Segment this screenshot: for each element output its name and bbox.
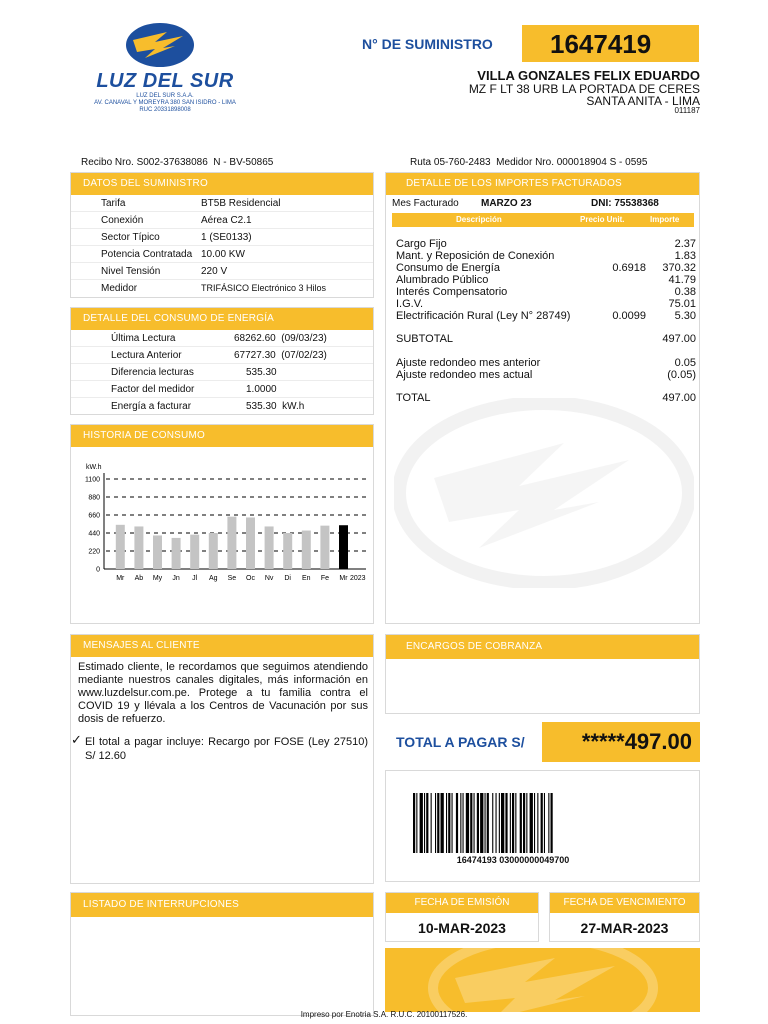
consumption-row [71,330,373,347]
charges-title: DETALLE DE LOS IMPORTES FACTURADOS [386,173,699,195]
charge-description: Alumbrado Público [396,274,489,286]
history-bar [172,538,181,569]
customer-dni: DNI: 75538368 [591,198,659,209]
total-to-pay-label: TOTAL A PAGAR S/ [396,734,525,750]
supply-row [71,195,373,212]
barcode-bar [496,793,497,853]
consumption-row-value: 535.30 kW.h [246,401,305,412]
adjustment-current-amount: (0.05) [667,369,696,381]
col-description: Descripción [456,215,502,224]
consumption-row-key: Lectura Anterior [111,350,182,361]
barcode-bar [505,793,507,853]
barcode-bar [485,793,486,853]
due-date: 27-MAR-2023 [580,920,669,936]
supply-row-value: BT5B Residencial [201,198,281,209]
charge-unit-price: 0.0099 [612,310,646,322]
charge-description: Mant. y Reposición de Conexión [396,250,555,262]
interruptions-title: LISTADO DE INTERRUPCIONES [71,893,373,917]
customer-code: 011187 [674,106,700,115]
history-title: HISTORIA DE CONSUMO [71,425,373,447]
barcode-bar [452,793,453,853]
y-axis-unit-label: kW.h [86,464,102,471]
charge-description: I.G.V. [396,298,424,310]
barcode-bar [463,793,464,853]
supply-row [71,280,373,297]
receipt-number: Recibo Nro. S002-37638086 N - BV-50865 [81,157,274,168]
barcode-bar [512,793,514,853]
supply-row [71,263,373,280]
subtotal-amount: 497.00 [662,333,696,345]
history-bar [246,517,255,569]
supply-row-key: Nivel Tensión [101,266,161,277]
x-tick-label: Ab [134,575,144,582]
issue-date: 10-MAR-2023 [418,920,506,936]
consumption-title: DETALLE DEL CONSUMO DE ENERGÍA [71,308,373,330]
x-tick-label: Ag [209,575,218,582]
charge-description: Interés Compensatorio [396,286,508,298]
x-tick-label: Fe [320,575,329,582]
charge-amount: 1.83 [674,250,696,262]
messages-body: Estimado cliente, le recordamos que seguimos atendiendo mediante nuestros canales digitales, más información en www.luzdelsur.com.pe. Protege a tu familia contra el COVID 19 y llévala a los Centros de Vacunación por sus dosis de refuerzo. [78,661,368,725]
barcode-bar [470,793,472,853]
customer-address-2: SANTA ANITA - LIMA [586,94,700,108]
charge-amount: 75.01 [668,298,696,310]
y-tick-label: 220 [88,548,100,556]
x-tick-label: Di [284,575,292,582]
barcode-bar [526,793,527,853]
barcode-bar [537,793,538,853]
history-bar [153,535,162,569]
logo-emblem [125,22,195,68]
consumption-panel [70,307,374,415]
history-bar [320,526,329,569]
barcode-bar [413,793,415,853]
barcode-bar [426,793,428,853]
x-tick-label: Oc [246,575,255,582]
charge-description: Electrificación Rural (Ley N° 28749) [396,310,571,322]
charge-description: Consumo de Energía [396,262,500,274]
supply-number-label: N° DE SUMINISTRO [362,36,493,52]
messages-note: El total a pagar incluye: Recargo por FOSE (Ley 27510) S/ 12.60 [85,736,368,762]
history-bar [283,533,292,569]
year-label: 2023 [350,575,366,582]
history-bar [116,525,125,569]
check-icon: ✓ [71,732,82,747]
consumption-row-key: Energía a facturar [111,401,192,412]
x-tick-label: Jn [172,575,180,582]
barcode-bar [544,793,545,853]
supply-data-title: DATOS DEL SUMINISTRO [71,173,373,195]
total-to-pay-amount: *****497.00 [581,729,692,754]
consumption-row-value: 68262.60 (09/03/23) [234,333,327,344]
history-bar [134,526,143,569]
consumption-row-value: 535.30 [246,367,277,378]
company-legal-name: LUZ DEL SUR S.A.A. [136,93,194,99]
barcode-bar [551,793,553,853]
x-tick-label: My [152,575,163,582]
collection-panel [385,634,700,714]
col-unit-price: Precio Unit. [580,215,625,224]
charge-description: Cargo Fijo [396,238,447,250]
logo-wordmark: LUZ DEL SUR [96,70,234,92]
barcode-bar [530,793,533,853]
supply-number-box [522,25,699,62]
y-tick-label: 0 [96,566,100,574]
supply-row-key: Potencia Contratada [101,249,193,260]
y-tick-label: 880 [88,494,100,502]
barcode-bar [515,793,516,853]
barcode-panel [385,770,700,882]
company-ruc: RUC 20331898008 [139,107,191,113]
customer-name: VILLA GONZALES FELIX EDUARDO [477,68,700,83]
barcode [413,793,613,853]
consumption-row [71,347,373,364]
history-bar [227,517,236,569]
barcode-bar [492,793,493,853]
barcode-bar [534,793,535,853]
supply-row-value: TRIFÁSICO Electrónico 3 Hilos [201,283,327,293]
customer-address-1: MZ F LT 38 URB LA PORTADA DE CERES [468,82,700,96]
barcode-bar [541,793,543,853]
barcode-bar [460,793,461,853]
y-tick-label: 660 [88,512,100,520]
supply-row-key: Tarifa [101,198,126,209]
route-meter-line: Ruta 05-760-2483 Medidor Nro. 000018904 S - 0595 [410,157,648,168]
barcode-bar [446,793,447,853]
supply-row [71,229,373,246]
messages-title: MENSAJES AL CLIENTE [71,635,373,657]
banner-emblem [385,948,700,1012]
consumption-row-key: Diferencia lecturas [111,367,194,378]
printer-footer: Impreso por Enotria S.A. R.U.C. 20100117526. [300,1010,468,1019]
barcode-bar [420,793,423,853]
barcode-bar [548,793,549,853]
supply-row-key: Conexión [101,215,144,226]
barcode-bar [424,793,425,853]
consumption-row [71,398,373,415]
footer-banner [385,948,700,1012]
consumption-row [71,364,373,381]
barcode-bar [441,793,444,853]
messages-panel [70,634,374,884]
total-to-pay-box [542,722,700,762]
charge-amount: 5.30 [674,310,696,322]
barcode-bar [416,793,417,853]
consumption-row-key: Factor del medidor [111,384,195,395]
charge-amount: 0.38 [674,286,696,298]
history-panel [70,424,374,624]
barcode-bar [510,793,511,853]
barcode-bar [435,793,436,853]
barcode-bar [474,793,475,853]
history-bar [265,526,274,569]
x-tick-label: Se [227,575,237,582]
supply-row-value: 220 V [201,266,228,277]
barcode-bar [431,793,432,853]
barcode-bar [480,793,483,853]
barcode-bar [466,793,469,853]
charges-table-header [392,213,694,227]
history-bar [190,535,199,569]
y-tick-label: 440 [88,530,100,538]
supply-row-key: Medidor [101,283,138,294]
due-date-label: FECHA DE VENCIMIENTO [550,893,699,913]
y-tick-label: 1100 [84,476,100,484]
supply-row [71,212,373,229]
x-tick-label: Nv [264,575,274,582]
supply-row-key: Sector Típico [101,232,160,243]
charge-unit-price: 0.6918 [612,262,646,274]
interruptions-panel [70,892,374,1016]
charge-amount: 2.37 [674,238,696,250]
collection-title: ENCARGOS DE COBRANZA [386,635,699,659]
x-tick-label: Mr [339,575,348,582]
consumption-row-key: Última Lectura [111,333,176,344]
consumption-row-value: 1.0000 [246,384,277,395]
charge-amount: 41.79 [668,274,696,286]
barcode-bar [448,793,450,853]
consumption-row-value: 67727.30 (07/02/23) [234,350,327,361]
adjustment-previous-amount: 0.05 [674,357,696,369]
barcode-bar [520,793,522,853]
total-label: TOTAL [396,392,431,404]
history-bar [339,525,348,569]
col-amount: Importe [650,215,680,224]
history-bar [302,531,311,569]
x-tick-label: Mr [116,575,125,582]
barcode-bar [523,793,525,853]
supply-data-panel [70,172,374,298]
barcode-bar [456,793,458,853]
supply-row [71,246,373,263]
company-logo [80,22,250,117]
supply-number: 1647419 [550,29,652,59]
barcode-bar [501,793,504,853]
adjustment-current-label: Ajuste redondeo mes actual [396,369,533,381]
company-address: AV. CANAVAL Y MOREYRA 380 SAN ISIDRO - LIMA [94,100,236,106]
supply-row-value: 1 (SE0133) [201,232,252,243]
charges-panel [385,172,700,624]
barcode-bar [437,793,439,853]
charge-amount: 370.32 [662,262,696,274]
barcode-number: 16474193 03000000049700 [456,855,570,865]
supply-row-value: Aérea C2.1 [201,215,252,226]
billing-month-label: Mes Facturado [392,198,459,209]
barcode-bar [487,793,489,853]
issue-date-label: FECHA DE EMISIÓN [386,893,538,913]
total-amount: 497.00 [662,392,696,404]
issue-date-box [385,892,539,942]
x-tick-label: En [302,575,311,582]
adjustment-previous-label: Ajuste redondeo mes anterior [396,357,541,369]
watermark-emblem [394,398,694,588]
consumption-history-chart [71,447,373,623]
supply-row-value: 10.00 KW [201,249,245,260]
billing-month: MARZO 23 [481,198,532,209]
subtotal-label: SUBTOTAL [396,333,454,345]
barcode-bar [499,793,500,853]
barcode-bar [477,793,479,853]
history-bar [209,533,218,569]
x-tick-label: Jl [192,575,198,582]
due-date-box [549,892,700,942]
consumption-row [71,381,373,398]
